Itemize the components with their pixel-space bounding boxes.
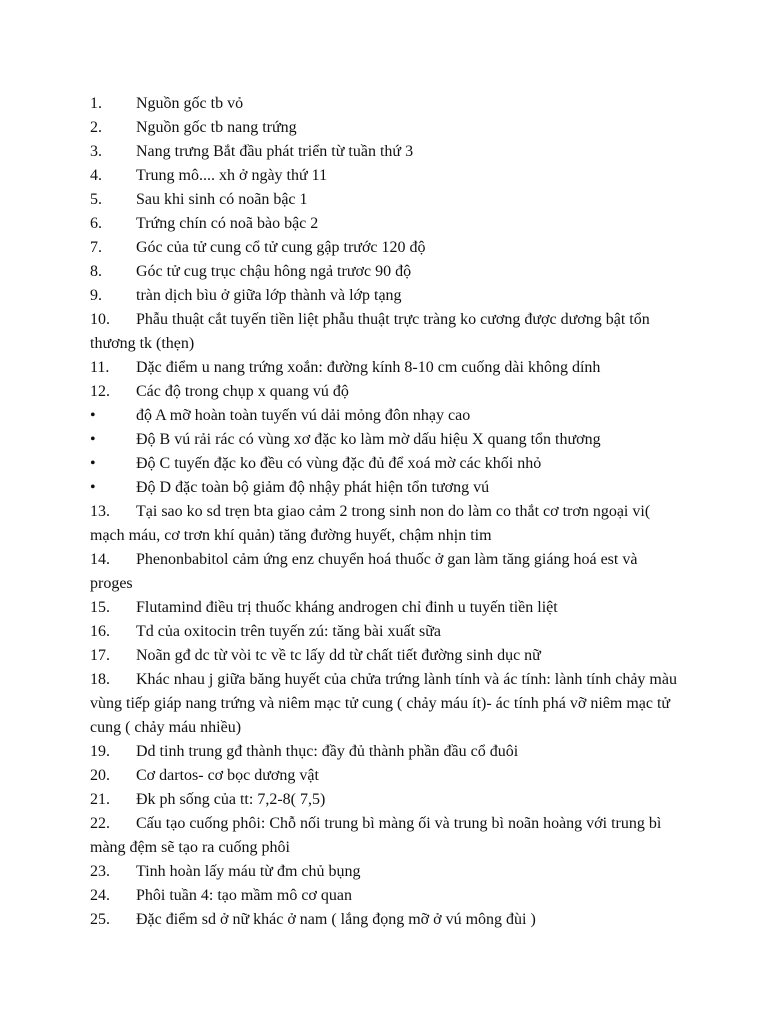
list-item — [90, 260, 680, 284]
list-item — [90, 668, 680, 740]
item-text: Nguồn gốc tb vỏ — [136, 95, 244, 112]
item-number: 15. — [90, 599, 110, 616]
item-text: Trứng chín có noã bào bậc 2 — [136, 215, 319, 232]
list-item — [90, 92, 680, 116]
item-text: Đk ph sống của tt: 7,2-8( 7,5) — [136, 791, 326, 808]
item-number: 24. — [90, 887, 110, 904]
item-number: 23. — [90, 863, 110, 880]
item-number: 9. — [90, 287, 102, 304]
list-item — [90, 764, 680, 788]
item-text: Cơ dartos- cơ bọc dương vật — [136, 767, 319, 784]
list-item — [90, 212, 680, 236]
item-number: 22. — [90, 815, 110, 832]
item-number: 12. — [90, 383, 110, 400]
item-text: Td của oxitocin trên tuyến zú: tăng bài xuất sữa — [136, 623, 442, 640]
list-item — [90, 236, 680, 260]
item-number: 25. — [90, 911, 110, 928]
item-text: Đặc điểm sd ở nữ khác ở nam ( lắng đọng mỡ ở vú mông đùi ) — [136, 911, 536, 928]
item-text: Khác nhau j giữa băng huyết của chửa trứng lành tính và ác tính: lành tính chảy màu vùng tiếp giáp nang trứng và niêm mạc tử cung ( chảy máu ít)- ác tính phá vỡ niêm mạc tử cung ( chảy máu nhiều) — [90, 671, 677, 736]
item-text: Độ C tuyến đặc ko đều có vùng đặc đủ để xoá mờ các khối nhỏ — [136, 455, 542, 472]
list-item — [90, 188, 680, 212]
item-text: Phenonbabitol cảm ứng enz chuyển hoá thuốc ở gan làm tăng giáng hoá est và proges — [90, 551, 638, 592]
list-item — [90, 548, 680, 596]
bullet-item — [90, 428, 680, 452]
list-item — [90, 500, 680, 548]
item-number: 19. — [90, 743, 110, 760]
item-number: 5. — [90, 191, 102, 208]
list-item — [90, 284, 680, 308]
item-text: Phẫu thuật cắt tuyến tiền liệt phẫu thuật trực tràng ko cương được dương bật tổn thương tk (thẹn) — [90, 311, 650, 352]
item-text: độ A mỡ hoàn toàn tuyến vú dải mỏng đôn nhạy cao — [136, 407, 471, 424]
bullet-icon: • — [90, 479, 96, 496]
list-item — [90, 908, 680, 932]
item-number: 11. — [90, 359, 110, 376]
item-text: Cấu tạo cuống phôi: Chỗ nối trung bì màng ối và trung bì noãn hoàng với trung bì màng đệm sẽ tạo ra cuống phôi — [90, 815, 662, 856]
item-number: 14. — [90, 551, 110, 568]
item-number: 18. — [90, 671, 110, 688]
item-text: Nang trưng Bắt đầu phát triển từ tuần thứ 3 — [136, 143, 414, 160]
list-item — [90, 164, 680, 188]
item-text: Tại sao ko sd trẹn bta giao cảm 2 trong sinh non do làm co thắt cơ trơn ngoại vi( mạch máu, cơ trơn khí quản) tăng đường huyết, chậm nhịn tim — [90, 503, 651, 544]
bullet-item — [90, 404, 680, 428]
list-item — [90, 884, 680, 908]
list-item — [90, 596, 680, 620]
item-text: Dd tinh trung gđ thành thục: đầy đủ thành phần đầu cổ đuôi — [136, 743, 519, 760]
document-body — [90, 92, 680, 932]
item-number: 8. — [90, 263, 102, 280]
bullet-icon: • — [90, 431, 96, 448]
item-text: Noãn gđ dc từ vòi tc về tc lấy dd từ chất tiết đường sinh dục nữ — [136, 647, 541, 664]
list-item — [90, 356, 680, 380]
item-number: 3. — [90, 143, 102, 160]
item-text: Tinh hoàn lấy máu từ đm chủ bụng — [136, 863, 361, 880]
item-number: 2. — [90, 119, 102, 136]
list-item — [90, 140, 680, 164]
list-item — [90, 860, 680, 884]
item-number: 21. — [90, 791, 110, 808]
item-number: 1. — [90, 95, 102, 112]
list-item — [90, 812, 680, 860]
item-number: 16. — [90, 623, 110, 640]
item-text: Góc của tử cung cổ tử cung gập trước 120 độ — [136, 239, 426, 256]
item-text: tràn dịch bìu ở giữa lớp thành và lớp tạng — [136, 287, 402, 304]
item-text: Dặc điểm u nang trứng xoắn: đường kính 8-10 cm cuống dài không dính — [136, 359, 601, 376]
list-item — [90, 740, 680, 764]
list-item — [90, 788, 680, 812]
item-text: Độ D đặc toàn bộ giảm độ nhậy phát hiện tổn tương vú — [136, 479, 490, 496]
item-text: Flutamind điều trị thuốc kháng androgen chỉ đinh u tuyến tiền liệt — [136, 599, 558, 616]
item-text: Góc tử cug trục chậu hông ngả trươc 90 độ — [136, 263, 412, 280]
item-number: 7. — [90, 239, 102, 256]
item-number: 6. — [90, 215, 102, 232]
list-item — [90, 644, 680, 668]
item-number: 13. — [90, 503, 110, 520]
item-text: Sau khi sinh có noãn bậc 1 — [136, 191, 308, 208]
item-text: Trung mô.... xh ở ngày thứ 11 — [136, 167, 328, 184]
bullet-item — [90, 476, 680, 500]
item-number: 10. — [90, 311, 110, 328]
bullet-icon: • — [90, 455, 96, 472]
item-text: Nguồn gốc tb nang trứng — [136, 119, 297, 136]
bullet-item — [90, 452, 680, 476]
item-text: Độ B vú rải rác có vùng xơ đặc ko làm mờ dấu hiệu X quang tổn thương — [136, 431, 601, 448]
list-item — [90, 116, 680, 140]
item-text: Các độ trong chụp x quang vú độ — [136, 383, 349, 400]
bullet-icon: • — [90, 407, 96, 424]
list-item — [90, 380, 680, 404]
list-item — [90, 308, 680, 356]
list-item — [90, 620, 680, 644]
item-number: 20. — [90, 767, 110, 784]
item-text: Phôi tuần 4: tạo mầm mô cơ quan — [136, 887, 352, 904]
item-number: 4. — [90, 167, 102, 184]
item-number: 17. — [90, 647, 110, 664]
